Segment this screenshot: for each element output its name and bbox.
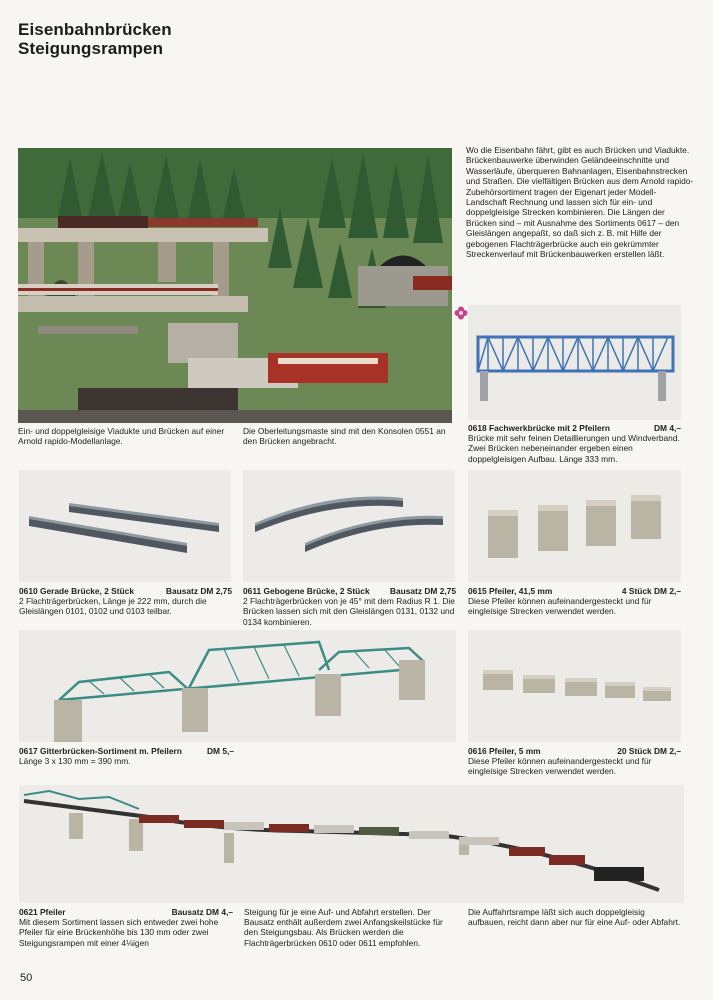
caption-0621-price: Bausatz DM 4,– xyxy=(171,907,233,917)
caption-0615-text: Diese Pfeiler können aufeinandergesteckt und für eingleisige Strecken verwendet werden. xyxy=(468,596,652,617)
photo-0616 xyxy=(468,630,681,742)
caption-0621-col2 xyxy=(244,907,456,948)
caption-0616-text: Diese Pfeiler können aufeinandergesteckt und für eingleisige Strecken verwendet werden. xyxy=(468,756,652,777)
caption-0616 xyxy=(468,746,681,777)
photo-0610 xyxy=(19,470,231,582)
intro-paragraph: Wo die Eisenbahn fährt, gibt es auch Brücken und Viadukte. Brückenbauwerke überwinden Geländeeinschnitte und Wasserläufe, überqueren Bahnanlagen, Eisenbahnstrecken und Straßen. Die vielfältigen Brücken aus dem Arnold rapido-Zubehörsortiment tragen der Eigenart jeder Modell-Landschaft Rechnung und lassen sich für ein- und doppelgleisige Strecken kombinieren. Die Längen der Brücken sind – mit Ausnahme des Sortiments 0617 – den Gleislängen angepaßt, so daß sich z. B. mit Hilfe der gebogenen Flachträgerbrücke auch ein gekrümmter Streckenverlauf mit Brückenbauwerken erstellen läßt. xyxy=(466,145,694,260)
photo-0618 xyxy=(468,305,681,420)
page-title xyxy=(18,20,172,58)
photo-0611 xyxy=(243,470,455,582)
page-title-line2: Steigungsrampen xyxy=(18,39,164,58)
caption-0617-price: DM 5,– xyxy=(207,746,234,756)
intro-text xyxy=(466,145,694,259)
caption-0616-price: 20 Stück DM 2,– xyxy=(617,746,681,756)
caption-0616-name: 0616 Pfeiler, 5 mm xyxy=(468,746,541,756)
caption-layout-right xyxy=(243,426,452,446)
caption-0611 xyxy=(243,586,456,627)
caption-0621 xyxy=(19,907,233,948)
caption-0610-price: Bausatz DM 2,75 xyxy=(165,586,232,596)
photo-0615 xyxy=(468,470,681,582)
caption-layout-right-text: Die Oberleitungsmaste sind mit den Konsolen 0551 an den Brücken angebracht. xyxy=(243,426,446,447)
photo-0621 xyxy=(19,785,684,903)
caption-0610-text: 2 Flachträgerbrücken, Länge je 222 mm, durch die Gleislängen 0101, 0102 und 0103 teilbar. xyxy=(19,596,207,617)
layout-photo xyxy=(18,148,452,423)
caption-0611-price: Bausatz DM 2,75 xyxy=(389,586,456,596)
caption-0621-text: Mit diesem Sortiment lassen sich entweder zwei hohe Pfeiler für eine Brückenhöhe bis 130 mm oder zwei Steigungsrampen mit einer 4⅛igen xyxy=(19,917,219,948)
caption-0618-name: 0618 Fachwerkbrücke mit 2 Pfeilern xyxy=(468,423,610,433)
caption-0621-col2-text: Steigung für je eine Auf- und Abfahrt erstellen. Der Bausatz enthält außerdem zwei Anfangskeilstücke für den Steigungsbau. Als Brücken werden die Flachträgerbrücken 0610 oder 0611 empfohlen. xyxy=(244,907,443,948)
caption-0618-text: Brücke mit sehr feinen Detaillierungen und Windverband. Zwei Brücken nebeneinander ergeben einen doppelgleisigen Aufbau. Länge 333 mm. xyxy=(468,433,680,464)
caption-layout-left xyxy=(18,426,233,446)
caption-0610-name: 0610 Gerade Brücke, 2 Stück xyxy=(19,586,134,596)
caption-0617 xyxy=(19,746,234,766)
caption-layout-left-text: Ein- und doppelgleisige Viadukte und Brücken auf einer Arnold rapido-Modellanlage. xyxy=(18,426,225,447)
caption-0615-name: 0615 Pfeiler, 41,5 mm xyxy=(468,586,553,596)
caption-0621-col3-text: Die Auffahrtsrampe läßt sich auch doppelgleisig aufbauen, reicht dann aber nur für eine Auf- oder Abfahrt. xyxy=(468,907,681,928)
caption-0611-name: 0611 Gebogene Brücke, 2 Stück xyxy=(243,586,370,596)
page-title-line1: Eisenbahnbrücken xyxy=(18,20,172,39)
caption-0611-text: 2 Flachträgerbrücken von je 45° mit dem Radius R 1. Die Brücken lassen sich mit den Gleislängen 0131, 0132 und 0134 kombinieren. xyxy=(243,596,455,627)
caption-0621-col3 xyxy=(468,907,681,927)
page-number: 50 xyxy=(20,972,33,984)
caption-0618 xyxy=(468,423,681,464)
caption-0618-price: DM 4,– xyxy=(654,423,681,433)
caption-0617-name: 0617 Gitterbrücken-Sortiment m. Pfeilern xyxy=(19,746,182,756)
flower-icon xyxy=(454,306,468,320)
caption-0617-text: Länge 3 x 130 mm = 390 mm. xyxy=(19,756,131,767)
caption-0621-name: 0621 Pfeiler xyxy=(19,907,66,917)
caption-0615-price: 4 Stück DM 2,– xyxy=(621,586,681,596)
caption-0610 xyxy=(19,586,232,617)
caption-0615 xyxy=(468,586,681,617)
photo-0617 xyxy=(19,630,456,742)
